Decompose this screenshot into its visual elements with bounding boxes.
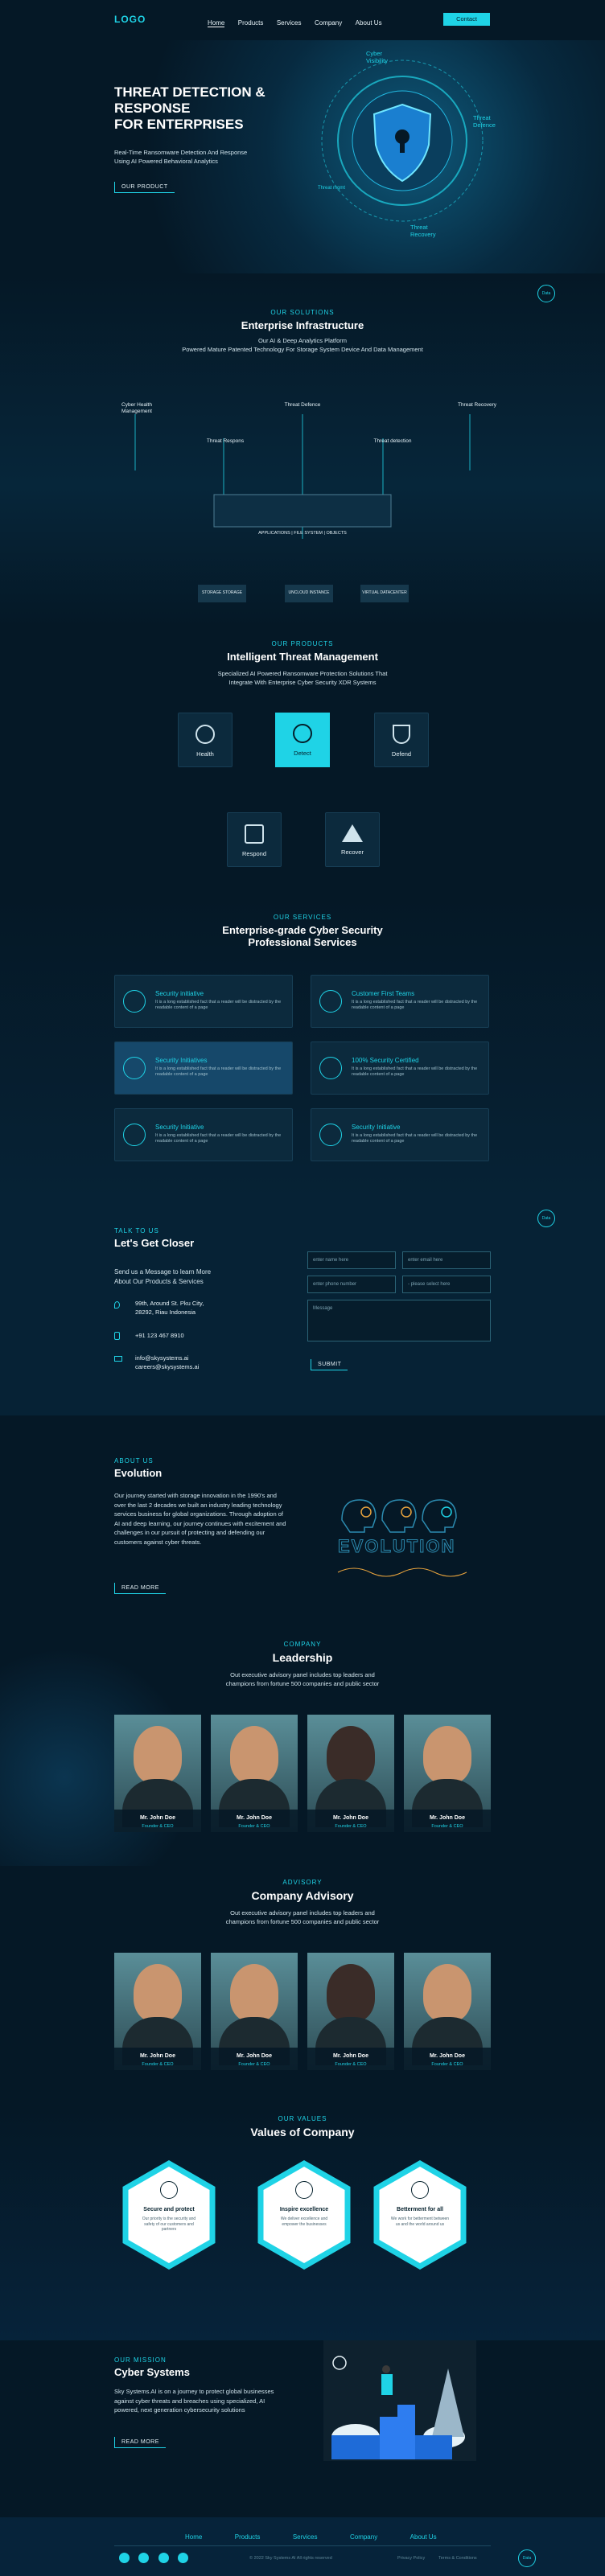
member-name: Mr. John Doe (140, 2053, 175, 2059)
member-name: Mr. John Doe (140, 1815, 175, 1821)
service-icon (123, 1124, 146, 1146)
footer-products[interactable]: Products (234, 2533, 261, 2541)
respond-icon (245, 824, 264, 844)
service-icon (123, 1057, 146, 1079)
contact-eyebrow: TALK TO US (114, 1227, 159, 1235)
member-name: Mr. John Doe (430, 1815, 465, 1821)
data-badge-contact[interactable]: Data (537, 1210, 555, 1227)
about-section (0, 1415, 605, 1641)
solutions-sub1: Our AI & Deep Analytics Platform (257, 337, 348, 344)
services-title1: Enterprise-grade Cyber Security (222, 924, 383, 936)
shield-icon (393, 725, 410, 744)
member-card[interactable] (211, 1953, 298, 2070)
submit-button[interactable]: SUBMIT (311, 1359, 348, 1370)
twitter-icon[interactable] (158, 2553, 169, 2563)
member-role: Founder & CEO (142, 1824, 174, 1829)
nav-products[interactable]: Products (237, 19, 264, 27)
nav-services[interactable]: Services (276, 19, 302, 27)
data-badge-footer[interactable]: Data (518, 2549, 536, 2567)
node-threat-respons: Threat Respons (206, 438, 245, 444)
about-eyebrow: ABOUT US (114, 1457, 154, 1465)
services-eyebrow: OUR SERVICES (273, 914, 332, 921)
mission-body: Sky Systems.AI is on a journey to protect global businesses against cyber threats and breaches using specialized, AI powered, next generation cybersecurity solutions (114, 2388, 274, 2414)
value-title: Inspire excellence (279, 2207, 329, 2212)
label-cyber-visibility: Cyber Visibility (366, 50, 388, 64)
mission-section (0, 2340, 605, 2517)
member-role: Founder & CEO (431, 2062, 463, 2067)
evolution-art-text: EVOLUTION (338, 1536, 456, 1556)
data-badge[interactable]: Data (537, 285, 555, 302)
service-title: Security Initiative (155, 1124, 204, 1131)
value-desc: We deliver excellence and empower the businesses (280, 2217, 328, 2227)
advisory-title: Company Advisory (251, 1889, 354, 1902)
linkedin-icon[interactable] (178, 2553, 188, 2563)
member-role: Founder & CEO (431, 1824, 463, 1829)
leadership-section (0, 1641, 605, 1866)
label-threat-mgmt: Threat mgmt (318, 186, 346, 191)
value-title: Secure and protect (143, 2207, 195, 2212)
nav-company[interactable]: Company (314, 19, 343, 27)
mission-eyebrow: OUR MISSION (114, 2356, 167, 2364)
service-card[interactable] (311, 975, 489, 1028)
mission-illustration (323, 2340, 476, 2461)
hero-title: THREAT DETECTION & RESPONSE FOR ENTERPRISES (114, 84, 265, 132)
member-card[interactable] (211, 1715, 298, 1832)
service-icon (123, 990, 146, 1013)
label-threat-recovery: Threat Recovery (410, 224, 436, 238)
service-desc: It is a long established fact that a reader will be distracted by the readable content of a page (155, 1133, 282, 1144)
leadership-sub1: Out executive advisory panel includes top leaders and (230, 1671, 375, 1678)
email-careers[interactable]: careers@skysystems.ai (135, 1363, 200, 1370)
service-card[interactable] (114, 975, 293, 1028)
member-name: Mr. John Doe (333, 2053, 368, 2059)
footer-services[interactable]: Services (292, 2533, 318, 2541)
service-desc: It is a long established fact that a reader will be distracted by the readable content of a page (155, 1000, 282, 1010)
shield-globe-illustration (310, 48, 495, 233)
value-card (121, 2160, 217, 2270)
node-threat-recovery: Threat Recovery (457, 402, 497, 408)
avatar (134, 1726, 182, 1784)
leadership-eyebrow: COMPANY (283, 1641, 322, 1648)
avatar (134, 1964, 182, 2022)
member-card[interactable] (114, 1953, 201, 2070)
services-title2: Professional Services (248, 936, 357, 948)
avatar (423, 1964, 471, 2022)
advisory-sub1: Out executive advisory panel includes top leaders and (230, 1909, 375, 1917)
footer-home[interactable]: Home (185, 2533, 203, 2541)
contact-section (0, 1198, 605, 1415)
services-section (0, 893, 605, 1198)
nav-about[interactable]: About Us (355, 19, 382, 27)
address-line1: 99th, Around St. Pku City, (135, 1300, 204, 1307)
product-health[interactable]: Health (178, 713, 233, 767)
name-field[interactable]: enter name here (307, 1251, 396, 1269)
hero-section (0, 40, 605, 273)
select-field[interactable]: - please select here (402, 1276, 491, 1293)
contact-sub1: Send us a Message to learn More (114, 1268, 212, 1276)
service-desc: It is a long established fact that a reader will be distracted by the readable content of a page (352, 1133, 478, 1144)
service-title: Security Initiatives (155, 1057, 208, 1064)
product-respond[interactable]: Respond (227, 812, 282, 867)
member-card[interactable] (307, 1953, 394, 2070)
service-desc: It is a long established fact that a reader will be distracted by the readable content of a page (352, 1066, 478, 1077)
products-section (0, 627, 605, 893)
values-section (0, 2107, 605, 2340)
mail-icon (114, 1356, 122, 1362)
member-role: Founder & CEO (335, 1824, 367, 1829)
solutions-sub2: Powered Mature Patented Technology For Storage System Device And Data Management (182, 346, 423, 353)
value-icon (411, 2181, 429, 2199)
service-title: Security initiative (155, 990, 204, 997)
logo[interactable]: LOGO (114, 14, 146, 25)
hexagon-shape (372, 2160, 468, 2270)
products-sub1: Specialized AI Powered Ransomware Protection Solutions That (217, 670, 388, 677)
member-card[interactable] (307, 1715, 394, 1832)
service-title: 100% Security Certified (352, 1057, 419, 1064)
phone-icon (114, 1332, 120, 1340)
copyright: © 2022 Sky Systems AI All rights reserved (249, 2556, 332, 2561)
hexagon-shape (256, 2160, 352, 2270)
leadership-title: Leadership (272, 1651, 333, 1664)
social-icons (119, 2553, 188, 2567)
navbar (0, 0, 605, 40)
advisory-sub2: champions from fortune 500 companies and public sector (225, 1918, 380, 1925)
member-name: Mr. John Doe (237, 1815, 272, 1821)
service-title: Customer First Teams (352, 990, 415, 997)
terms-link[interactable]: Terms & Conditions (438, 2556, 477, 2561)
product-detect[interactable]: Detect (275, 713, 330, 767)
advisory-eyebrow: ADVISORY (282, 1879, 323, 1886)
avatar (230, 1964, 278, 2022)
member-role: Founder & CEO (238, 1824, 270, 1829)
value-icon (295, 2181, 313, 2199)
contact-sub2: About Our Products & Services (114, 1278, 204, 1285)
about-title: Evolution (114, 1467, 163, 1479)
contact-title: Let's Get Closer (114, 1237, 195, 1249)
service-desc: It is a long established fact that a reader will be distracted by the readable content of a page (155, 1066, 282, 1077)
member-name: Mr. John Doe (333, 1815, 368, 1821)
platform-label: APPLICATIONS | FILE SYSTEM | OBJECTS (258, 531, 347, 536)
health-icon (195, 725, 215, 744)
about-body: Our journey started with storage innovation in the 1990's and over the last 2 decades we built an industry leading technology services business for global organizations. Through adoption of AI and deep learning, our journey continues with excitement and challenges in our pursuit of protecting and defending our customers against cyber threats. (114, 1492, 286, 1546)
service-card[interactable] (311, 1041, 489, 1095)
node-cyber-health: Cyber Health Management (121, 402, 152, 414)
value-desc: Our priority is the security and safety of our customers and partners (142, 2217, 196, 2232)
service-desc: It is a long established fact that a reader will be distracted by the readable content of a page (352, 1000, 478, 1010)
storage-item-3: VIRTUAL DATACENTER (360, 585, 409, 602)
products-title: Intelligent Threat Management (227, 651, 378, 663)
value-desc: We work for betterment between us and the world around us (390, 2217, 450, 2227)
our-product-button[interactable]: OUR PRODUCT (114, 182, 175, 193)
service-icon (319, 1057, 342, 1079)
member-role: Founder & CEO (335, 2062, 367, 2067)
value-card (372, 2160, 468, 2270)
privacy-link[interactable]: Privacy Policy (397, 2556, 426, 2561)
service-card[interactable] (311, 1108, 489, 1161)
address-line2: 28292, Riau Indonesia (135, 1309, 196, 1316)
member-role: Founder & CEO (238, 2062, 270, 2067)
detect-icon (293, 724, 312, 743)
instagram-icon[interactable] (119, 2553, 130, 2563)
values-eyebrow: OUR VALUES (278, 2115, 327, 2122)
advisory-section (0, 1866, 605, 2107)
avatar (423, 1726, 471, 1784)
service-card[interactable] (114, 1108, 293, 1161)
service-icon (319, 990, 342, 1013)
phone-text[interactable]: +91 123 467 8910 (135, 1332, 184, 1339)
value-title: Betterment for all (397, 2207, 443, 2212)
avatar (327, 1964, 375, 2022)
service-title: Security Initiative (352, 1124, 401, 1131)
facebook-icon[interactable] (138, 2553, 149, 2563)
email-info[interactable]: info@skysystems.ai (135, 1354, 189, 1362)
value-card (256, 2160, 352, 2270)
products-sub2: Integrate With Enterprise Cyber Security XDR Systems (228, 679, 377, 686)
product-defend[interactable]: Defend (374, 713, 429, 767)
solutions-section (0, 273, 605, 627)
products-eyebrow: OUR PRODUCTS (271, 640, 334, 647)
storage-item-2: UNCLOUD INSTANCE (285, 585, 333, 602)
member-role: Founder & CEO (142, 2062, 174, 2067)
footer-company[interactable]: Company (349, 2533, 378, 2541)
node-threat-defence: Threat Defence (284, 402, 321, 408)
avatar (327, 1726, 375, 1784)
label-threat-defence: Threat Defence (473, 114, 496, 129)
mission-read-more[interactable]: READ MORE (114, 2437, 166, 2448)
main-nav (203, 14, 387, 29)
phone-field[interactable]: enter phone number (307, 1276, 396, 1293)
value-icon (160, 2181, 178, 2199)
member-card[interactable] (404, 1715, 491, 1832)
message-field[interactable]: Message (307, 1300, 491, 1341)
product-recover[interactable]: Recover (325, 812, 380, 867)
contact-button[interactable]: Contact (443, 13, 490, 26)
values-title: Values of Company (250, 2126, 355, 2138)
service-icon (319, 1124, 342, 1146)
email-field[interactable]: enter email here (402, 1251, 491, 1269)
recover-icon (342, 824, 363, 842)
about-read-more[interactable]: READ MORE (114, 1583, 166, 1594)
footer-nav (182, 2529, 451, 2543)
member-card[interactable] (114, 1715, 201, 1832)
solutions-title: Enterprise Infrastructure (241, 319, 364, 331)
location-icon (114, 1301, 120, 1309)
node-threat-detection: Threat detection (373, 438, 412, 444)
hexagon-shape (121, 2160, 217, 2270)
footer-about[interactable]: About Us (410, 2533, 437, 2541)
avatar (230, 1726, 278, 1784)
solutions-eyebrow: OUR SOLUTIONS (270, 309, 335, 316)
leadership-sub2: champions from fortune 500 companies and public sector (225, 1680, 380, 1687)
member-name: Mr. John Doe (237, 2053, 272, 2059)
mission-title: Cyber Systems (114, 2366, 190, 2378)
hero-subtitle: Real-Time Ransomware Detection And Response Using AI Powered Behavioral Analytics (114, 149, 248, 165)
storage-item-1: STORAGE STORAGE (198, 585, 246, 602)
member-name: Mr. John Doe (430, 2053, 465, 2059)
member-card[interactable] (404, 1953, 491, 2070)
footer (0, 2517, 605, 2576)
nav-home[interactable]: Home (208, 19, 225, 27)
service-card[interactable] (114, 1041, 293, 1095)
